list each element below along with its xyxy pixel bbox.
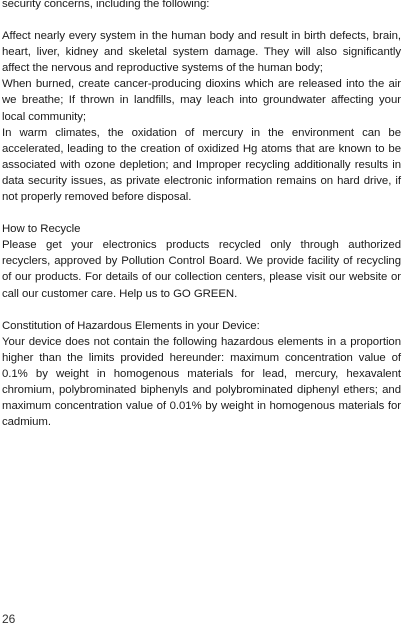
concern-mercury-data: In warm climates, the oxidation of mercury in the environment can be accelerated, leading to the creation of oxidized Hg atoms that are known to be associated with ozone depletion; and Improper recycling additionally results in data security issues, as private electronic information remains on hard drive, if not properly removed before disposal. [2,126,401,204]
page-number: 26 [2,612,16,626]
concern-burning-landfill: When burned, create cancer-producing dioxins which are released into the air we breathe; If thrown in landfills, may leach into groundwater affecting your local community; [2,78,401,123]
recycle-body: Please get your electronics products recycled only through authorized recyclers, approved by Pollution Control Board. We provide facility of recycling of our products. For details of our collection centers, please visit our website or call our customer care. Help us to GO GREEN. [2,239,401,300]
hazardous-heading: Constitution of Hazardous Elements in your Device: [2,319,260,332]
recycle-heading: How to Recycle [2,223,81,236]
hazardous-body: Your device does not contain the following hazardous elements in a proportion higher than the limits provided hereunder: maximum concentration value of 0.1% by weight in homogenous materials for lead, mercury, hexavalent chromium, polybrominated biphenyls and polybrominated diphenyl ethers; and maximum concentration value of 0.01% by weight in homogenous materials for cadmium. [2,335,401,429]
concern-health: Affect nearly every system in the human body and result in birth defects, brain, heart, liver, kidney and skeletal system damage. They will also significantly affect the nervous and reproductive systems of the human body; [2,30,401,75]
spacer [2,12,401,28]
spacer [2,205,401,221]
spacer [2,302,401,318]
intro-line: security concerns, including the following: [2,0,210,10]
